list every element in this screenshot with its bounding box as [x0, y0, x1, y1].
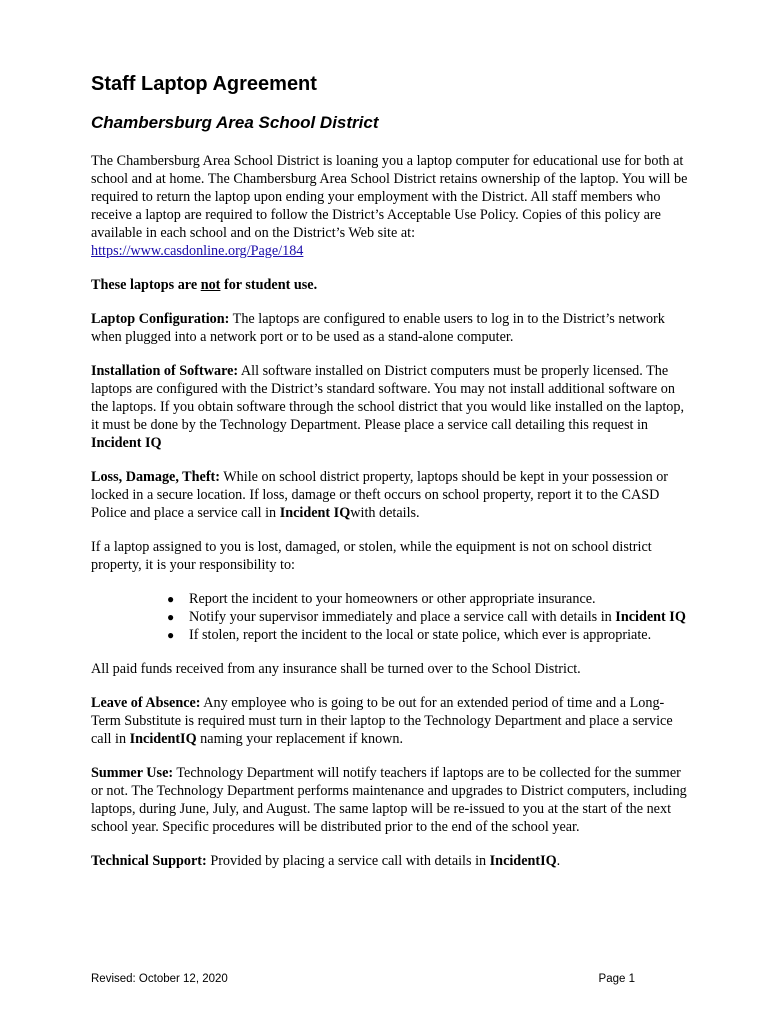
config-paragraph: [91, 310, 691, 346]
list-item-bold: Incident IQ: [615, 609, 686, 625]
support-text: Provided by placing a service call with details in: [206, 853, 490, 869]
insurance-paragraph: All paid funds received from any insurance shall be turned over to the School District.: [91, 661, 581, 677]
support-label: Technical Support:: [91, 853, 207, 869]
support-bold: IncidentIQ: [489, 853, 557, 869]
support-paragraph: [91, 852, 691, 870]
leave-paragraph: [91, 694, 691, 748]
not-student-pre: These laptops are: [91, 277, 201, 293]
bullet-icon: ●: [167, 628, 175, 642]
document-page: [91, 72, 691, 886]
not-student-post: for student use.: [220, 277, 318, 293]
loss-bold: Incident IQ: [279, 505, 351, 521]
loss-tail: with details.: [350, 505, 420, 521]
policy-link[interactable]: https://www.casdonline.org/Page/184: [91, 243, 304, 259]
leave-tail: naming your replacement if known.: [196, 731, 404, 747]
leave-text: Any employee who is going to be out for an extended period of time and a Long-Term Substitute is required must turn in their laptop to the Technology Department and place a service call in: [91, 695, 673, 747]
bullet-icon: ●: [167, 610, 175, 624]
not-student-notice: [91, 276, 691, 294]
intro-text: The Chambersburg Area School District is loaning you a laptop computer for educational use for both at school and at home. The Chambersburg Area School District retains ownership of the laptop. You will be required to return the laptop upon ending your employment with the District. All staff members who receive a laptop are required to follow the District’s Acceptable Use Policy. Copies of this policy are available in each school and on the District’s Web site at:: [91, 153, 688, 241]
software-bold-end: Incident IQ: [91, 435, 162, 451]
leave-bold: IncidentIQ: [129, 731, 197, 747]
list-item-text: Report the incident to your homeowners or other appropriate insurance.: [189, 591, 596, 607]
software-label: Installation of Software:: [91, 363, 239, 379]
responsibility-list: [91, 590, 691, 644]
software-paragraph: [91, 362, 691, 452]
not-student-emph: not: [200, 277, 221, 293]
support-tail: .: [556, 853, 561, 869]
leave-label: Leave of Absence:: [91, 695, 201, 711]
summer-text: Technology Department will notify teachers if laptops are to be collected for the summer or not. The Technology Department performs maintenance and upgrades to District computers, including laptops, during June, July, and August. The same laptop will be re-issued to you at the start of the next school year. Specific procedures will be distributed prior to the end of the school year.: [91, 765, 687, 835]
loss-paragraph: [91, 468, 691, 522]
intro-paragraph: [91, 152, 691, 260]
list-item: [167, 608, 691, 626]
software-text: All software installed on District computers must be properly licensed. The laptops are configured with the District’s standard software. You may not install additional software on the laptops. If you obtain software through the school district that you would like installed on the laptop, it must be done by the Technology Department. Please place a service call detailing this request in: [91, 363, 685, 433]
revised-date: Revised: October 12, 2020: [91, 973, 228, 985]
list-item: [167, 626, 691, 644]
summer-paragraph: [91, 764, 691, 836]
list-item: [167, 590, 691, 608]
loss-text: While on school district property, laptops should be kept in your possession or locked in a secure location. If loss, damage or theft occurs on school property, report it to the CASD Police and place a service call in: [91, 469, 669, 521]
list-item-text: If stolen, report the incident to the local or state police, which ever is appropriate.: [189, 627, 652, 643]
config-text: The laptops are configured to enable users to log in to the District’s network when plugged into a network port or to be used as a stand-alone computer.: [91, 311, 665, 345]
loss-label: Loss, Damage, Theft:: [91, 469, 220, 485]
list-item-text: Notify your supervisor immediately and place a service call with details in: [189, 609, 616, 625]
page-footer: [91, 973, 635, 985]
page-title: Staff Laptop Agreement: [91, 73, 317, 95]
summer-label: Summer Use:: [91, 765, 174, 781]
offsite-paragraph: If a laptop assigned to you is lost, damaged, or stolen, while the equipment is not on school district property, it is your responsibility to:: [91, 539, 652, 573]
bullet-icon: ●: [167, 592, 175, 606]
page-subtitle: Chambersburg Area School District: [91, 113, 379, 132]
config-label: Laptop Configuration:: [91, 311, 230, 327]
page-number: Page 1: [598, 973, 635, 985]
